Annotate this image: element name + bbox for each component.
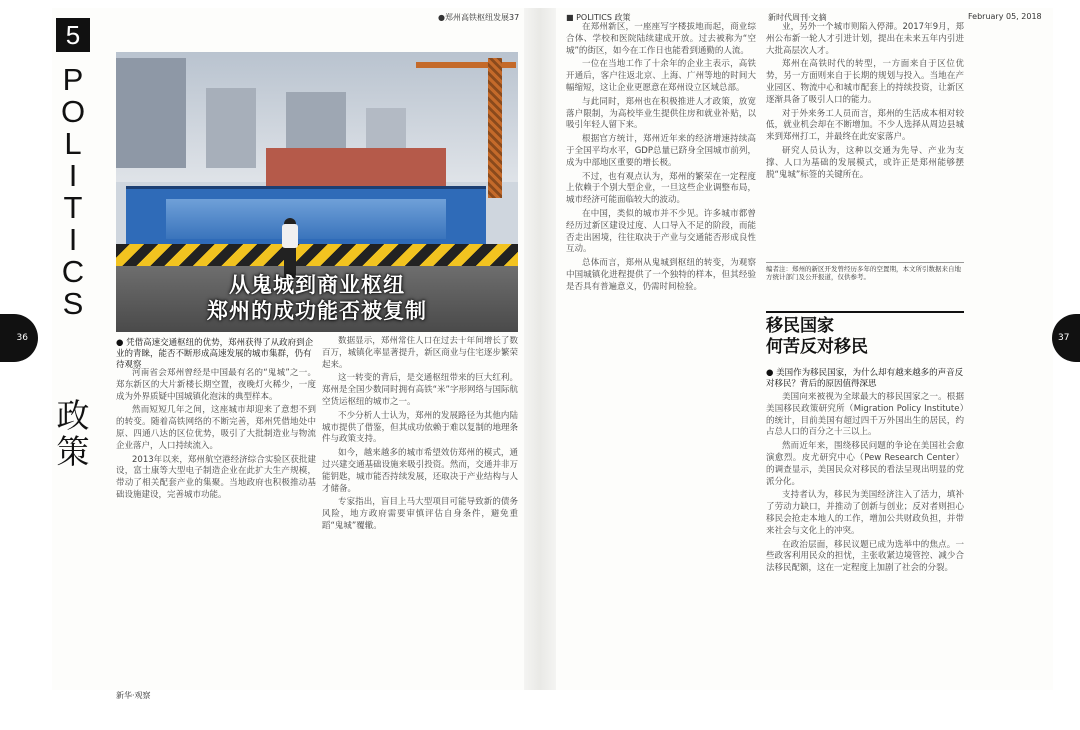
paragraph: 不过，也有观点认为，郑州的繁荣在一定程度上依赖于个别大型企业，一旦这些企业调整布局，城市经济可能面临较大的波动。	[566, 171, 756, 206]
section-number-badge: 5	[56, 18, 90, 52]
paragraph: 支持者认为，移民为美国经济注入了活力，填补了劳动力缺口，并推动了创新与创业；反对者则担心移民会抢走本地人的工作，增加公共财政负担，并带来社会与文化上的冲突。	[766, 490, 964, 536]
photo-caption: ● 凭借高速交通枢纽的优势，郑州获得了从政府到企业的青睐，能否不断形成高速发展的城市集群，仍有待观察	[116, 338, 314, 370]
paragraph: 不少分析人士认为，郑州的发展路径为其他内陆城市提供了借鉴，但其成功依赖于难以复制的地理条件与政策支持。	[322, 410, 518, 445]
paragraph: 然而短短几年之间，这座城市却迎来了意想不到的转变。随着高铁网络的不断完善，郑州凭借地处中原、四通八达的区位优势，吸引了大批制造业与物流企业落户，人口持续流入。	[116, 405, 316, 451]
editor-note: 编者注：郑州的新区开发曾经历多年的空置期，本文所引数据来自地方统计部门及公开报道，仅供参考。	[766, 262, 964, 281]
paragraph: 专家指出，盲目上马大型项目可能导致新的债务风险，地方政府需要审慎评估自身条件，避免重蹈“鬼城”覆辙。	[322, 497, 518, 531]
article2-title-line1: 移民国家	[766, 316, 834, 336]
paragraph: 郑州在高铁时代的转型，一方面来自于区位优势，另一方面则来自于长期的规划与投入。当地在产业园区、物流中心和城市配套上的持续投资，让新区逐渐具备了吸引人口的能力。	[766, 59, 964, 105]
paragraph: 2013年以来，郑州航空港经济综合实验区获批建设，富士康等大型电子制造企业在此扩大生产规模，带动了相关配套产业的集聚。当地政府也积极推动基础设施建设，完善城市功能。	[116, 454, 316, 500]
article-title-line1: 从鬼城到商业枢纽	[229, 273, 405, 297]
photo-building	[206, 88, 256, 168]
section-letter: T	[63, 190, 83, 225]
paragraph: 数据显示，郑州常住人口在过去十年间增长了数百万，城镇化率显著提升，新区商业与住宅逐步繁荣起来。	[322, 336, 518, 370]
section-title-chinese	[56, 398, 90, 470]
page-number-right: 37	[1052, 314, 1080, 362]
article-column-3	[566, 22, 756, 668]
section-letter: I	[68, 158, 78, 193]
article-title-line2: 郑州的成功能否被复制	[207, 299, 427, 323]
section-title-vertical	[59, 64, 87, 320]
article-column-2	[322, 336, 518, 668]
photo-hoarding-mural	[166, 199, 446, 239]
paragraph: 总体而言，郑州从鬼城到枢纽的转变，为观察中国城镇化进程提供了一个独特的样本，但其经验是否具有普遍意义，仍需时间检验。	[566, 258, 756, 292]
article-title	[116, 272, 518, 324]
paragraph: 在郑州新区，一座座写字楼拔地而起，商业综合体、学校和医院陆续建成开放。过去被称为“空城”的街区，如今在工作日也能看到通勤的人流。	[566, 22, 756, 56]
paragraph: 美国向来被视为全球最大的移民国家之一。根据美国移民政策研究所（Migration Policy Institute）的统计，目前美国有超过四千万外国出生的居民，约占总人口的百分之十三以上。	[766, 392, 964, 438]
right-running-header-section: ■ POLITICS 政策	[566, 13, 631, 22]
page-number-left: 36	[0, 314, 38, 362]
article-column-4	[766, 22, 964, 270]
paragraph: 与此同时，郑州也在积极推进人才政策，放宽落户限制，为高校毕业生提供住房和就业补贴，以吸引年轻人留下来。	[566, 96, 756, 131]
paragraph: 这一转变的背后，是交通枢纽带来的巨大红利。郑州是全国少数同时拥有高铁“米”字形网络与国际航空货运枢纽的城市之一。	[322, 373, 518, 407]
section-letter: I	[68, 222, 78, 257]
section-letter: O	[60, 94, 86, 129]
section-cn-char: 策	[56, 432, 90, 471]
article2-title-line2: 何苦反对移民	[766, 337, 868, 357]
article2-column	[766, 392, 964, 668]
photo-red-building	[266, 148, 446, 188]
section-letter: S	[62, 286, 84, 321]
photo-barrier-stripe	[116, 244, 518, 266]
photo-pedestrian-shirt	[282, 224, 298, 248]
lead-photo	[116, 52, 518, 332]
paragraph: 河南省会郑州曾经是中国最有名的“鬼城”之一。郑东新区的大片新楼长期空置，夜晚灯火稀少，一度成为外界质疑中国城镇化泡沫的典型样本。	[116, 368, 316, 402]
right-running-header-magazine: 新时代周刊·文摘	[768, 13, 827, 22]
photo-building	[116, 58, 186, 168]
paragraph: 然而近年来，围绕移民问题的争论在美国社会愈演愈烈。皮尤研究中心（Pew Research Center）的调查显示，美国民众对移民的看法呈现出明显的党派分化。	[766, 441, 964, 487]
article2-lede: ● 美国作为移民国家，为什么却有越来越多的声音反对移民？背后的原因值得深思	[766, 368, 964, 389]
section-letter: C	[61, 254, 85, 289]
article2-rule	[766, 311, 964, 313]
paragraph: 在政治层面，移民议题已成为选举中的焦点。一些政客利用民众的担忧，主张收紧边境管控、减少合法移民配额，这在一定程度上加剧了社会的分裂。	[766, 539, 964, 574]
paragraph: 在中国，类似的城市并不少见。许多城市都曾经历过新区建设过度、人口导入不足的阶段，而能否走出困境，往往取决于产业与交通能否形成良性互动。	[566, 208, 756, 255]
article-column-1	[116, 368, 316, 668]
paragraph: 对于外来务工人员而言，郑州的生活成本相对较低，就业机会却在不断增加。不少人选择从周边县城来到郑州打工，并最终在此安家落户。	[766, 108, 964, 143]
paragraph: 研究人员认为，这种以交通为先导、产业为支撑、人口为基础的发展模式，或许正是郑州能够摆脱“鬼城”标签的关键所在。	[766, 145, 964, 180]
paragraph: 根据官方统计，郑州近年来的经济增速持续高于全国平均水平，GDP总量已跻身全国城市前列，成为中部地区重要的增长极。	[566, 134, 756, 168]
right-running-header-date: February 05, 2018	[968, 12, 1042, 21]
paragraph: 一位在当地工作了十余年的企业主表示，高铁开通后，客户往返北京、上海、广州等地的时间大幅缩短，这让企业更愿意在郑州设立区域总部。	[566, 59, 756, 93]
paragraph: 业，另外一个城市则陷入停滞。2017年9月，郑州公布新一轮人才引进计划，提出在未来五年内引进大批高层次人才。	[766, 22, 964, 56]
left-running-header: ●郑州高铁枢纽发展37	[438, 13, 520, 22]
section-letter: L	[64, 126, 82, 161]
photo-construction-hoarding	[126, 186, 486, 251]
page-gutter	[524, 8, 556, 690]
section-cn-char: 政	[56, 396, 90, 435]
photo-crane	[488, 58, 502, 198]
paragraph: 如今，越来越多的城市希望效仿郑州的模式，通过兴建交通基础设施来吸引投资。然而，交通并非万能钥匙，城市能否持续发展，还取决于产业结构与人才储备。	[322, 448, 518, 494]
section-letter: P	[62, 62, 84, 97]
article2-title	[766, 316, 964, 358]
left-footer: 新华·观察	[116, 691, 151, 700]
